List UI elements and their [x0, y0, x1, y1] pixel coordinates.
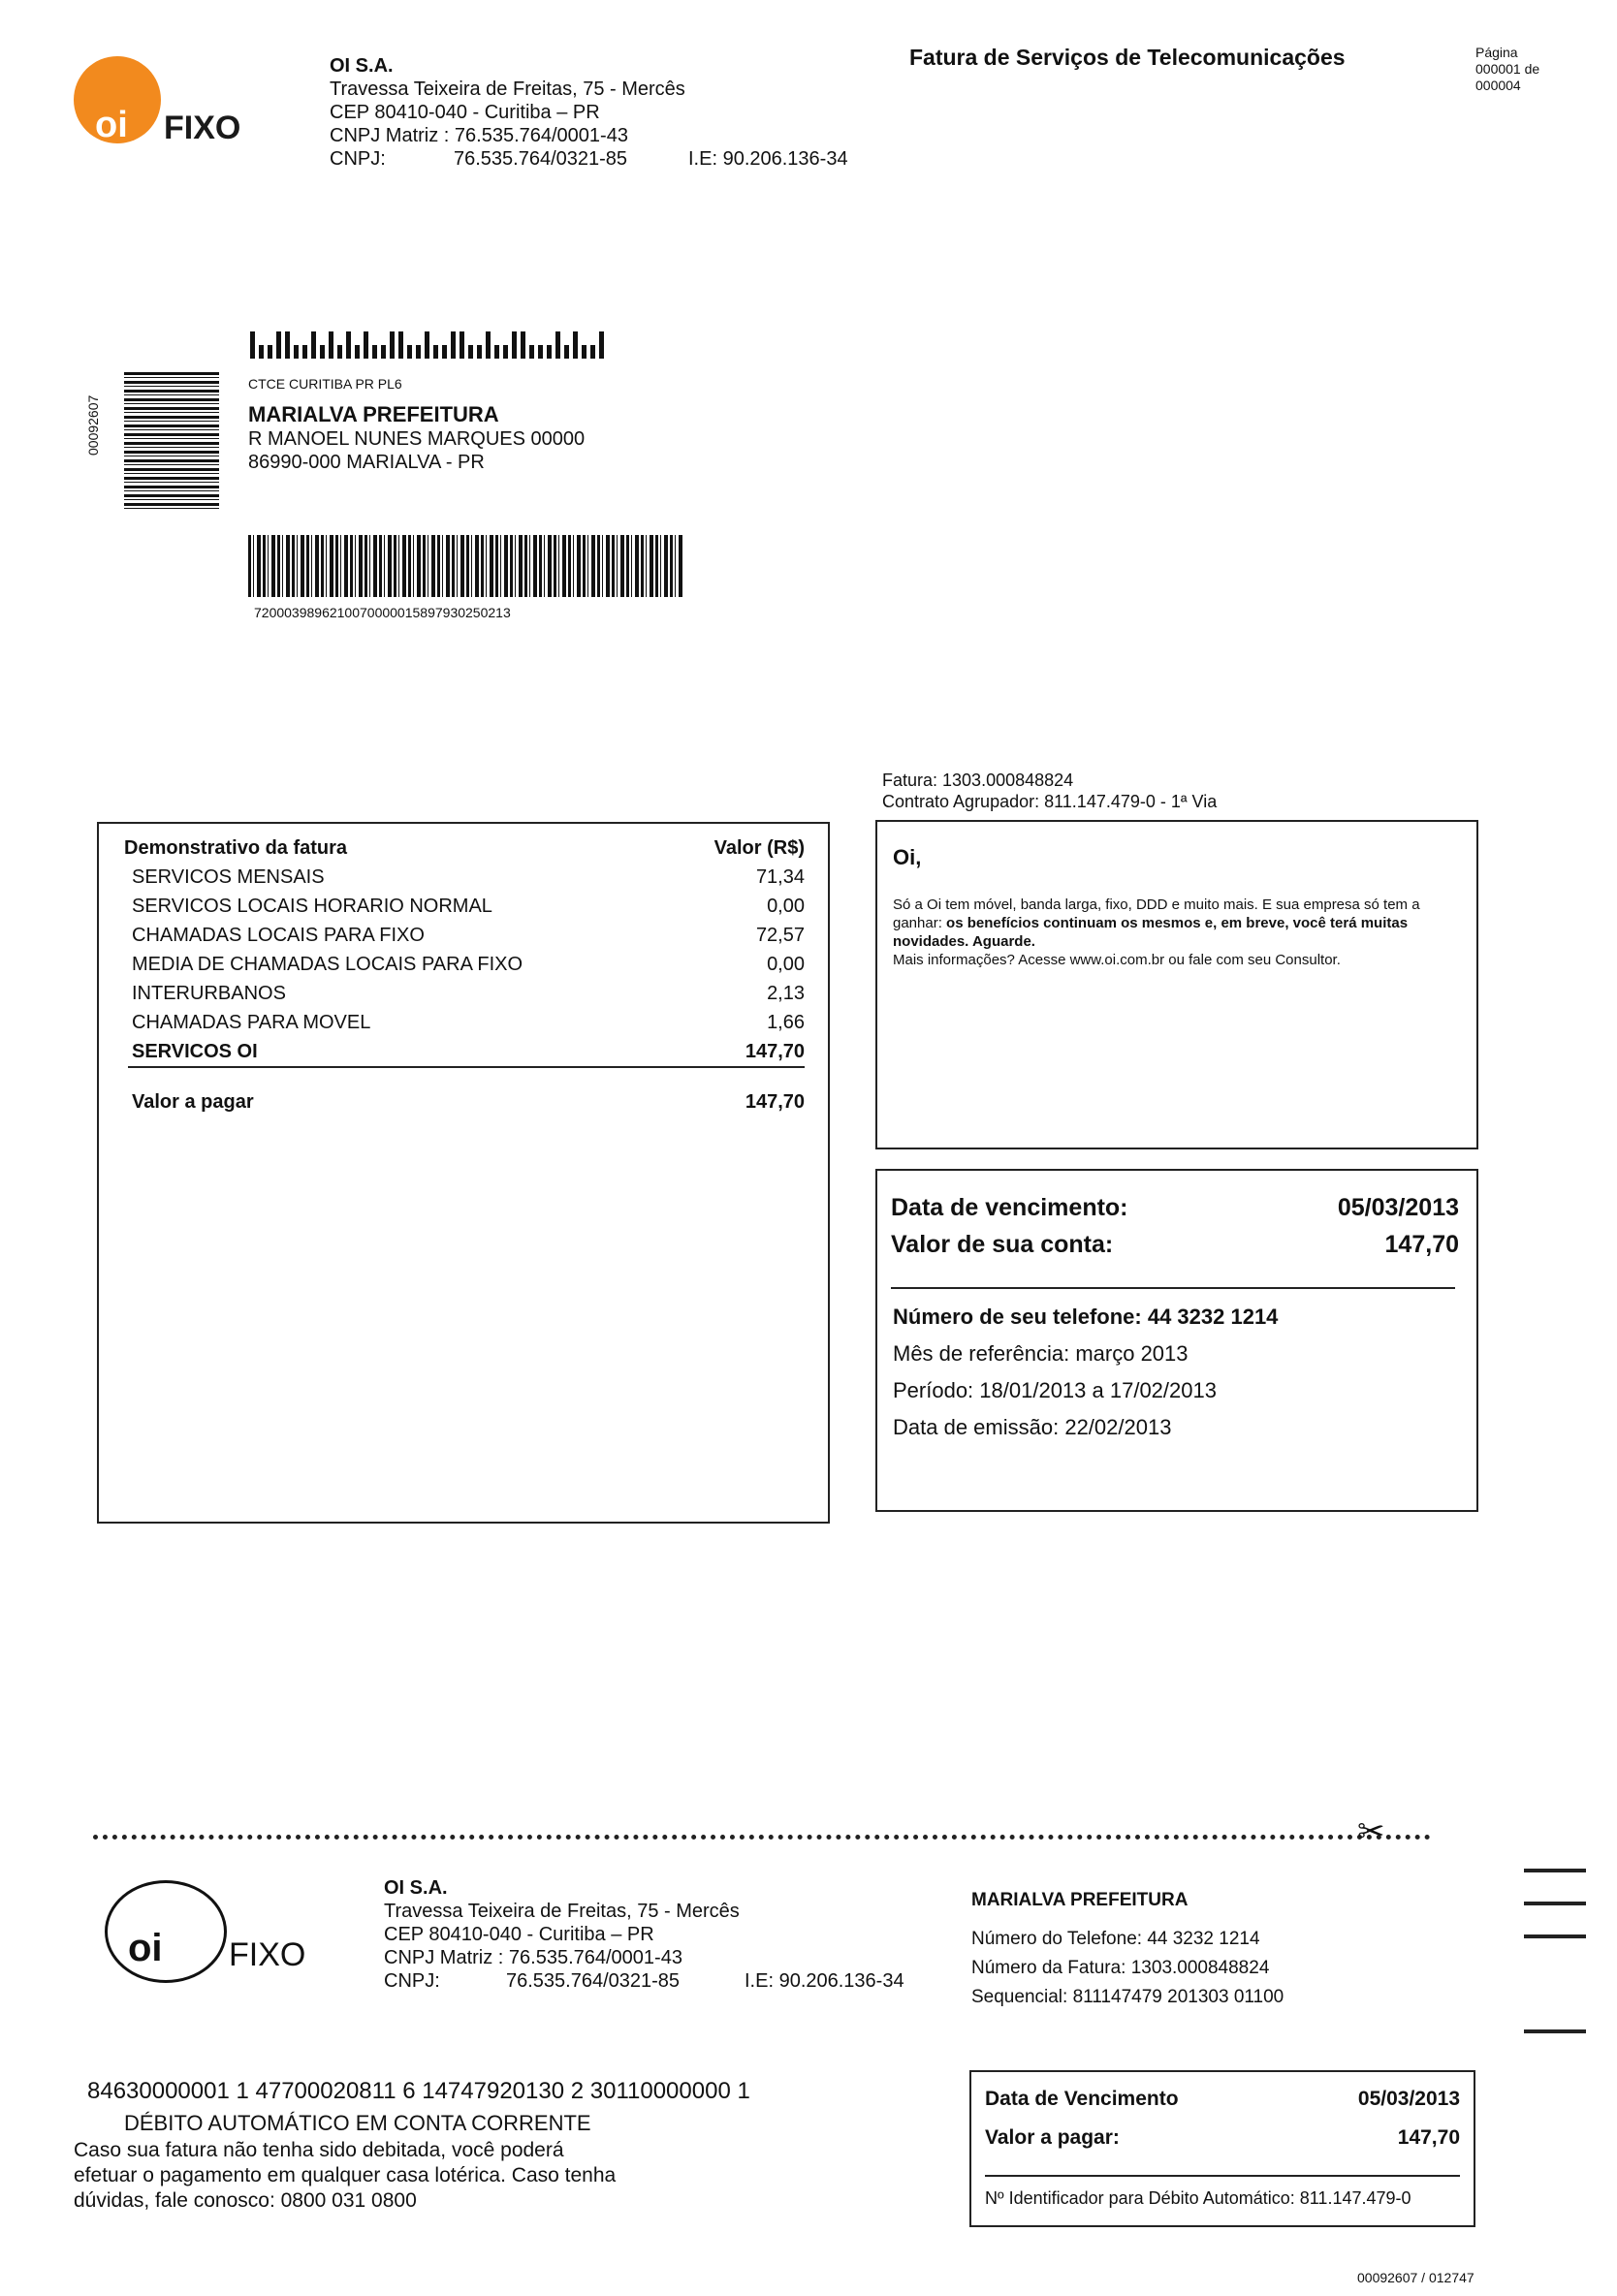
statement-row-value: 0,00	[767, 954, 805, 975]
statement-row-value: 71,34	[755, 866, 805, 888]
stub-amount-label: Valor a pagar:	[985, 2126, 1120, 2149]
invoice-reference	[882, 770, 1217, 812]
recipient-barcode-number: 720003989621007000001589793025021​3	[254, 605, 511, 620]
margin-mark	[1524, 2029, 1586, 2033]
summary-due-label: Data de vencimento:	[891, 1194, 1128, 1221]
statement-value-header: Valor (R$)	[713, 837, 805, 859]
summary-amount-value: 147,70	[1384, 1231, 1459, 1258]
stub-due-label: Data de Vencimento	[985, 2088, 1179, 2110]
statement-total-row	[132, 1091, 805, 1114]
statement-divider	[128, 1066, 805, 1068]
statement-items	[132, 863, 805, 1066]
stub-amount-value: 147,70	[1397, 2126, 1460, 2149]
statement-row-value: 2,13	[767, 983, 805, 1004]
auto-debit-line3: dúvidas, fale conosco: 0800 031 0800	[74, 2189, 417, 2212]
message-line2: Mais informações? Acesse www.oi.com.br ou fale com seu Consultor.	[893, 952, 1341, 968]
recipient-route: CTCE CURITIBA PR PL6	[248, 376, 402, 392]
statement-row-label: SERVICOS MENSAIS	[132, 866, 325, 888]
statement-subtotal-row	[132, 1037, 805, 1066]
auto-debit-title: DÉBITO AUTOMÁTICO EM CONTA CORRENTE	[124, 2111, 591, 2135]
summary-period-label: Período:	[893, 1378, 974, 1402]
statement-row-label: CHAMADAS LOCAIS PARA FIXO	[132, 925, 425, 946]
statement-title: Demonstrativo da fatura	[124, 837, 348, 859]
logo-fixo-text: FIXO	[164, 110, 241, 146]
page-total: 000004	[1475, 78, 1521, 93]
statement-row-value: 0,00	[767, 896, 805, 917]
digitable-line: 84630000001 1 47700020811 6 14747920130 2 30110000000 1	[87, 2078, 750, 2104]
statement-row	[132, 1008, 805, 1037]
summary-due-row	[891, 1194, 1459, 1222]
stub-due-value: 05/03/2013	[1357, 2088, 1460, 2110]
company-cnpj-matriz: CNPJ Matriz : 76.535.764/0001-43	[330, 125, 628, 146]
statement-row-label: CHAMADAS PARA MOVEL	[132, 1012, 371, 1033]
recipient-block	[248, 376, 585, 474]
side-code: 00092607	[85, 394, 101, 456]
company-name: OI S.A.	[330, 55, 394, 77]
stub-logo-oi-text: oi	[128, 1927, 163, 1969]
statement-subtotal-value: 147,70	[745, 1041, 805, 1062]
stub-ie: I.E: 90.206.136-34	[745, 1970, 904, 1992]
stub-logo-fixo-text: FIXO	[229, 1936, 306, 1973]
statement-row	[132, 979, 805, 1008]
scissors-icon: ✂	[1357, 1813, 1385, 1850]
message-greeting: Oi,	[893, 845, 922, 869]
recipient-barcode	[248, 535, 684, 597]
recipient-street: R MANOEL NUNES MARQUES 00000	[248, 428, 586, 450]
recipient-city: 86990-000 MARIALVA - PR	[248, 452, 485, 473]
footer-code: 00092607 / 012747	[1357, 2270, 1474, 2285]
oi-fixo-logo	[74, 56, 268, 153]
stub-cnpj-label: CNPJ:	[384, 1970, 440, 1992]
summary-divider	[891, 1287, 1455, 1289]
stub-invoice: Número da Fatura: 1303.000848824	[971, 1958, 1270, 1978]
stub-company-cep: CEP 80410-040 - Curitiba – PR	[384, 1924, 654, 1945]
summary-amount-label: Valor de sua conta:	[891, 1231, 1114, 1258]
page-number: 000001 de	[1475, 61, 1540, 77]
summary-period-value: 18/01/2013 a 17/02/2013	[979, 1378, 1217, 1402]
logo-oi-text: oi	[95, 105, 128, 145]
stub-sequence: Sequencial: 811147479 201303 01100	[971, 1987, 1284, 2007]
summary-due-value: 05/03/2013	[1337, 1194, 1459, 1221]
auto-debit-line2: efetuar o pagamento em qualquer casa lotérica. Caso tenha	[74, 2164, 617, 2186]
statement-row-value: 1,66	[767, 1012, 805, 1033]
summary-box	[875, 1169, 1478, 1512]
stub-oi-fixo-logo	[105, 1880, 337, 1987]
cut-line	[93, 1835, 1431, 1840]
message-box	[875, 820, 1478, 1149]
summary-issue-label: Data de emissão:	[893, 1415, 1060, 1439]
stub-company-block	[384, 1876, 904, 1993]
stub-company-address: Travessa Teixeira de Freitas, 75 - Mercês	[384, 1901, 740, 1922]
summary-phone-value: 44 3232 1214	[1147, 1305, 1279, 1329]
company-block	[330, 54, 848, 171]
stub-debit-id: Nº Identificador para Débito Automático: 811.147.479-0	[985, 2188, 1411, 2208]
page-label: Página	[1475, 45, 1518, 60]
summary-ref-label: Mês de referência:	[893, 1341, 1070, 1366]
statement-row	[132, 950, 805, 979]
stub-cnpj-value: 76.535.764/0321-85	[506, 1970, 681, 1992]
statement-row	[132, 892, 805, 921]
statement-row	[132, 921, 805, 950]
stub-phone: Número do Telefone: 44 3232 1214	[971, 1929, 1260, 1949]
statement-row-label: MEDIA DE CHAMADAS LOCAIS PARA FIXO	[132, 954, 523, 975]
statement-subtotal-label: SERVICOS OI	[132, 1041, 258, 1062]
stub-divider	[985, 2175, 1460, 2177]
invoice-number: Fatura: 1303.000848824	[882, 771, 1074, 790]
message-line1: Só a Oi tem móvel, banda larga, fixo, DDD e muito mais. E sua empresa só tem a ganhar:	[893, 896, 1420, 931]
margin-mark	[1524, 1934, 1586, 1938]
company-cnpj-value: 76.535.764/0321-85	[454, 148, 628, 170]
stub-client-name: MARIALVA PREFEITURA	[971, 1890, 1189, 1910]
postal-barcode	[250, 331, 604, 359]
margin-mark	[1524, 1902, 1586, 1905]
stub-company-name: OI S.A.	[384, 1877, 448, 1899]
statement-row	[132, 863, 805, 892]
stub-company-cnpj-matriz: CNPJ Matriz : 76.535.764/0001-43	[384, 1947, 682, 1968]
stub-client-block	[971, 1886, 1284, 2012]
summary-ref-value: março 2013	[1075, 1341, 1189, 1366]
stub-amount-row	[985, 2126, 1460, 2150]
statement-total-label: Valor a pagar	[132, 1091, 254, 1113]
summary-phone-label: Número de seu telefone:	[893, 1305, 1142, 1329]
statement-box	[97, 822, 830, 1524]
statement-total-value: 147,70	[745, 1091, 805, 1113]
margin-mark	[1524, 1869, 1586, 1872]
contract-number: Contrato Agrupador: 811.147.479-0 - 1ª Via	[882, 792, 1218, 811]
company-ie: I.E: 90.206.136-34	[688, 148, 848, 170]
summary-issue-value: 22/02/2013	[1064, 1415, 1172, 1439]
message-line1-bold: os benefícios continuam os mesmos e, em breve, você terá muitas novidades. Aguarde.	[893, 915, 1409, 950]
statement-row-label: INTERURBANOS	[132, 983, 286, 1004]
page-indicator	[1475, 45, 1539, 94]
recipient-name: MARIALVA PREFEITURA	[248, 402, 499, 426]
statement-row-label: SERVICOS LOCAIS HORARIO NORMAL	[132, 896, 492, 917]
stub-payment-box	[969, 2070, 1475, 2227]
stub-due-row	[985, 2088, 1460, 2111]
auto-debit-line1: Caso sua fatura não tenha sido debitada, você poderá	[74, 2139, 564, 2161]
company-cnpj-label: CNPJ:	[330, 148, 386, 170]
company-address: Travessa Teixeira de Freitas, 75 - Mercês	[330, 79, 685, 100]
summary-amount-row	[891, 1231, 1459, 1259]
side-barcode	[124, 372, 219, 512]
document-title: Fatura de Serviços de Telecomunicações	[909, 45, 1346, 70]
auto-debit-text	[74, 2138, 616, 2214]
summary-details	[893, 1299, 1278, 1446]
message-body	[893, 896, 1459, 969]
company-cep: CEP 80410-040 - Curitiba – PR	[330, 102, 600, 123]
statement-row-value: 72,57	[755, 925, 805, 946]
